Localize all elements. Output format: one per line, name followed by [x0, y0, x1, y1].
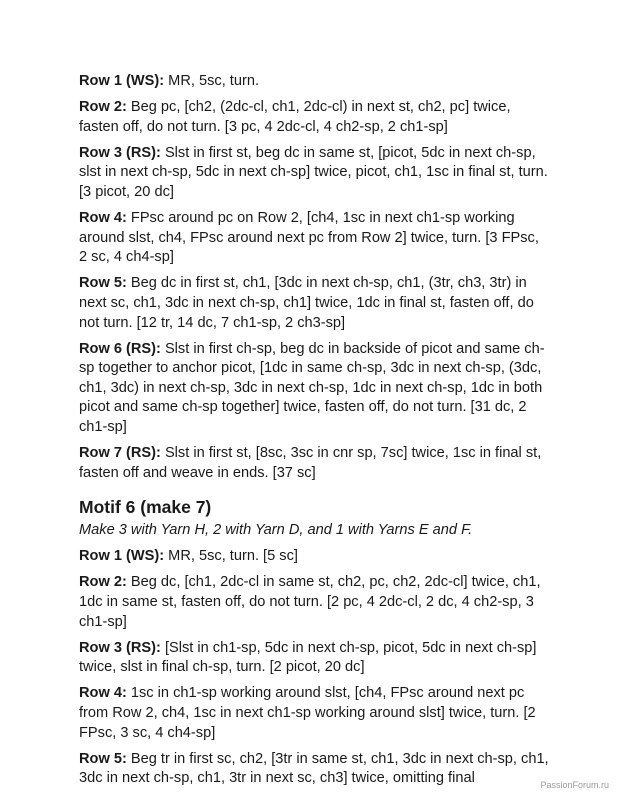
motif-6-note: Make 3 with Yarn H, 2 with Yarn D, and 1 with Yarns E and F. — [79, 522, 473, 539]
motif-6-heading: Motif 6 (make 7) — [79, 497, 212, 518]
motif-6-row-2 — [79, 573, 551, 632]
row-label: Row 3 (RS): — [79, 639, 161, 656]
motif-6-row-1-ws — [79, 547, 551, 567]
row-text: 1sc in ch1-sp working around slst, [ch4, FPsc around next pc from Row 2, ch4, 1sc in next ch1-sp working around slst] twice, turn. [2 FPsc, 3 sc, 4 ch4-sp] — [79, 685, 536, 741]
row-label: Row 6 (RS): — [79, 340, 161, 357]
row-label: Row 1 (WS): — [79, 73, 165, 89]
row-label: Row 7 (RS): — [79, 445, 161, 462]
row-text: [Slst in ch1-sp, 5dc in next ch-sp, picot, 5dc in next ch-sp] twice, slst in final ch-sp, turn. [2 picot, 20 dc] — [79, 639, 537, 676]
row-text: FPsc around pc on Row 2, [ch4, 1sc in next ch1-sp working around slst, ch4, FPsc around next pc from Row 2] twice, turn. [3 FPsc, 2 sc, 4 ch4-sp] — [79, 210, 539, 266]
row-label: Row 1 (WS): — [79, 548, 165, 565]
row-5 — [79, 274, 551, 333]
row-label: Row 4: — [79, 210, 127, 227]
row-6-rs — [79, 340, 551, 438]
row-text: MR, 5sc, turn. [5 sc] — [164, 548, 298, 565]
row-text: Slst in first st, beg dc in same st, [picot, 5dc in next ch-sp, slst in next ch-sp, 5dc in next ch-sp] twice, picot, ch1, 1sc in final st, turn. [3 picot, 20 dc] — [79, 144, 548, 200]
row-1-ws — [79, 72, 551, 92]
row-label: Row 3 (RS): — [79, 144, 161, 161]
row-text: Slst in first ch-sp, beg dc in backside of picot and same ch-sp together to anchor picot, [1dc in same ch-sp, 3dc in next ch-sp, (3dc, ch1, 3dc) in next ch-sp, 3dc in next ch-sp, 1dc in next ch-sp, 1dc in both picot and same ch-sp together] twice, fasten off, do not turn. [31 dc, 2 ch1-sp] — [79, 340, 545, 435]
row-label: Row 5: — [79, 750, 127, 767]
motif-6-row-4 — [79, 684, 551, 743]
motif-6-row-3-rs — [79, 639, 551, 678]
row-text: Beg tr in first sc, ch2, [3tr in same st, ch1, 3dc in next ch-sp, ch1, 3dc in next ch-sp, ch1, 3tr in next sc, ch3] twice, omitting final — [79, 750, 549, 787]
row-4 — [79, 209, 551, 268]
row-text: MR, 5sc, turn. — [164, 73, 260, 89]
row-3-rs — [79, 144, 551, 203]
row-text: Beg dc, [ch1, 2dc-cl in same st, ch2, pc, ch2, 2dc-cl] twice, ch1, 1dc in same st, fasten off, do not turn. [2 pc, 4 2dc-cl, 2 dc, 4 ch2-sp, 3 ch1-sp] — [79, 574, 541, 630]
watermark: PassionForum.ru — [540, 780, 609, 790]
row-text: Beg dc in first st, ch1, [3dc in next ch-sp, ch1, (3tr, ch3, 3tr) in next sc, ch1, 3dc in next ch-sp, ch1] twice, 1dc in final st, fasten off, do not turn. [12 tr, 14 dc, 7 ch1-sp, 2 ch3-sp] — [79, 275, 534, 331]
row-text: Beg pc, [ch2, (2dc-cl, ch1, 2dc-cl) in next st, ch2, pc] twice, fasten off, do not turn. [3 pc, 4 2dc-cl, 4 ch2-sp, 2 ch1-sp] — [79, 99, 511, 135]
row-2 — [79, 98, 551, 137]
row-label: Row 4: — [79, 685, 127, 702]
row-label: Row 5: — [79, 275, 127, 292]
motif-6-row-5 — [79, 750, 551, 789]
row-7-rs — [79, 444, 551, 483]
row-label: Row 2: — [79, 99, 127, 116]
row-label: Row 2: — [79, 574, 127, 591]
row-text: Slst in first st, [8sc, 3sc in cnr sp, 7sc] twice, 1sc in final st, fasten off and weave in ends. [37 sc] — [79, 445, 542, 481]
pattern-page — [79, 72, 551, 795]
